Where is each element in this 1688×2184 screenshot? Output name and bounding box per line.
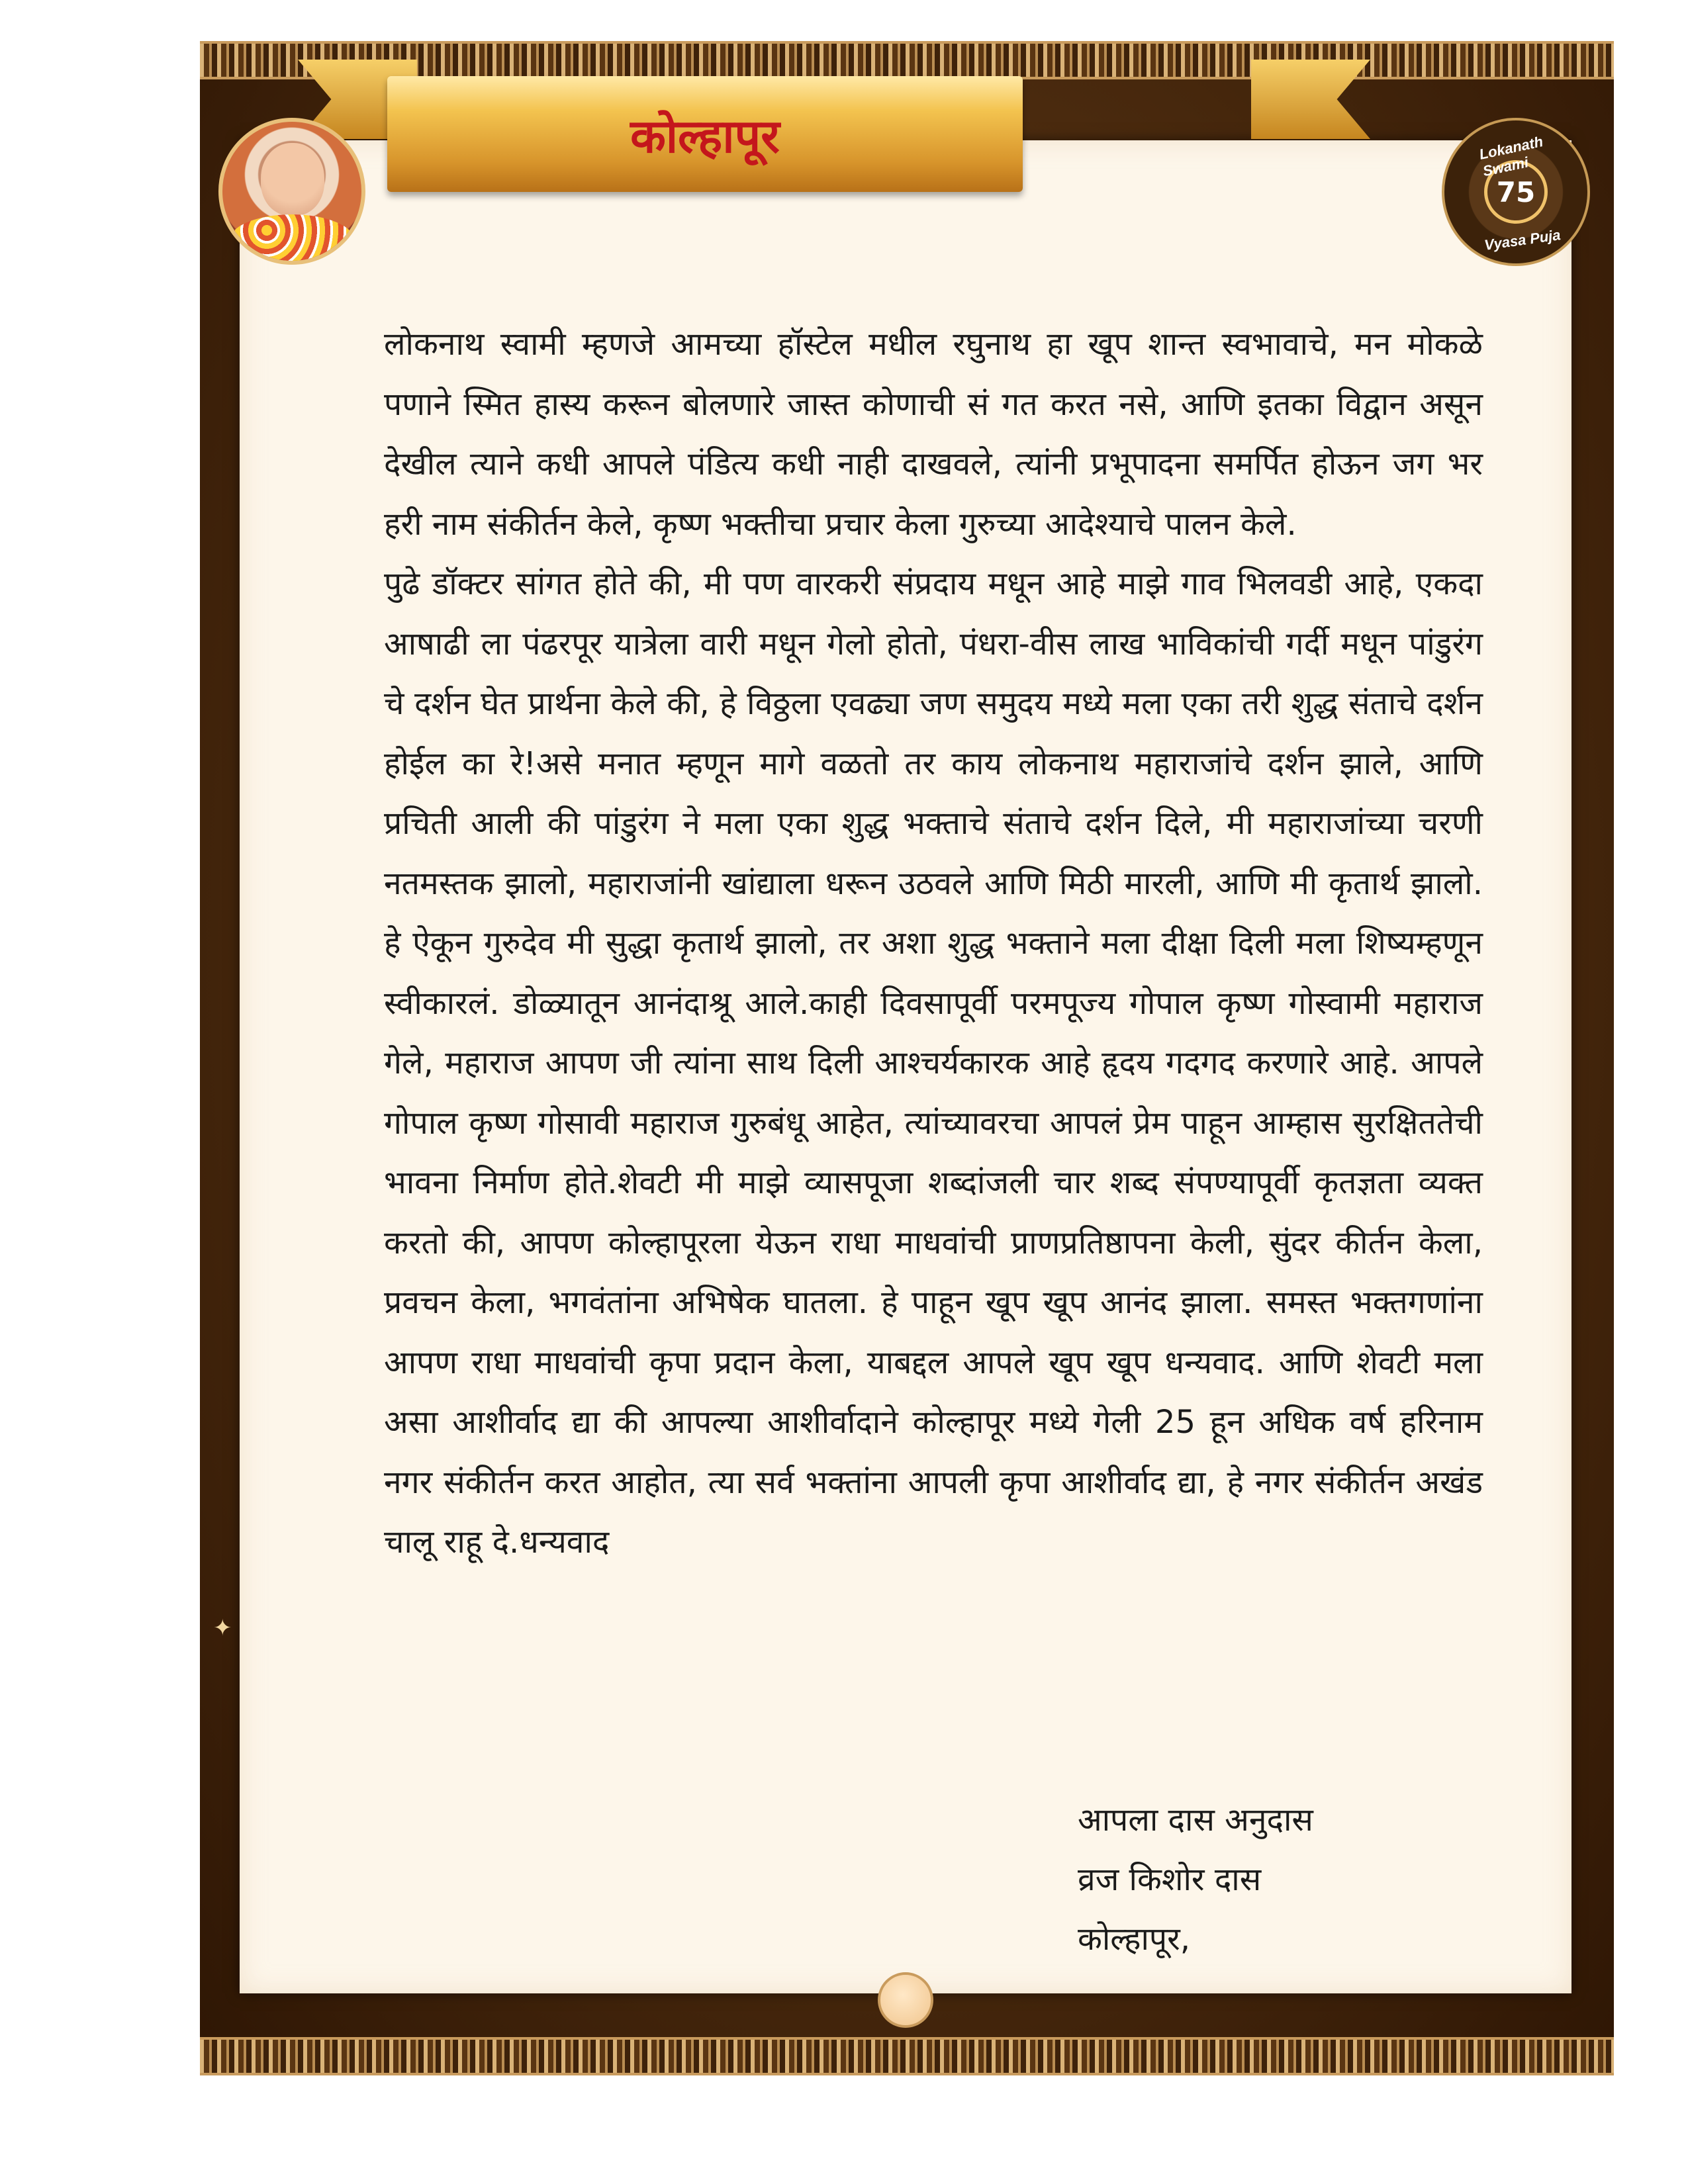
badge-number: 75: [1484, 160, 1548, 224]
signature-block: [1078, 1790, 1313, 1969]
paragraph-1: लोकनाथ स्वामी म्हणजे आमच्या हॉस्टेल मधील रघुनाथ हा खूप शान्त स्वभावाचे, मन मोकळे पणाने स्मित हास्य करून बोलणारे जास्त कोणाची सं गत करत नसे, आणि इतका विद्वान असून देखील त्याने कधी आपले पंडित्य कधी नाही दाखवले, त्यांनी प्रभूपादना समर्पित होऊन जग भर हरी नाम संकीर्तन केले, कृष्ण भक्तीचा प्रचार केला गुरुच्या आदेश्याचे पालन केले.: [384, 326, 1483, 543]
avatar-garland: [229, 214, 355, 265]
signature-name: व्रज किशोर दास: [1078, 1861, 1262, 1898]
signature-line-1: आपला दास अनुदास: [1078, 1801, 1313, 1839]
badge-bottom-text: Vyasa Puja: [1483, 226, 1562, 253]
signature-place: कोल्हापूर,: [1078, 1921, 1191, 1958]
avatar: [218, 118, 365, 265]
avatar-face: [261, 143, 324, 216]
page-marker: [878, 1972, 933, 2028]
frame-bottom-border: [200, 2037, 1614, 2075]
anniversary-badge: [1442, 118, 1590, 266]
paragraph-2: पुढे डॉक्टर सांगत होते की, मी पण वारकरी संप्रदाय मधून आहे माझे गाव भिलवडी आहे, एकदा आषाढी ला पंढरपूर यात्रेला वारी मधून गेलो होतो, पंधरा-वीस लाख भाविकांची गर्दी मधून पांडुरंग चे दर्शन घेत प्रार्थना केले की, हे विठ्ठला एवढ्या जण समुदय मध्ये मला एका तरी शुद्ध संताचे दर्शन होईल का रे!असे मनात म्हणून मागे वळतो तर काय लोकनाथ महाराजांचे दर्शन झाले, आणि प्रचिती आली की पांडुरंग ने मला एका शुद्ध भक्ताचे संताचे दर्शन दिले, मी महाराजांच्या चरणी नतमस्तक झालो, महाराजांनी खांद्याला धरून उठवले आणि मिठी मारली, आणि मी कृतार्थ झालो. हे ऐकून गुरुदेव मी सुद्धा कृतार्थ झालो, तर अशा शुद्ध भक्ताने मला दीक्षा दिली मला शिष्यम्हणून स्वीकारलं. डोळ्यातून आनंदाश्रू आले.काही दिवसापूर्वी परमपूज्य गोपाल कृष्ण गोस्वामी महाराज गेले, महाराज आपण जी त्यांना साथ दिली आश्चर्यकारक आहे हृदय गदगद करणारे आहे. आपले गोपाल कृष्ण गोसावी महाराज गुरुबंधू आहेत, त्यांच्यावरचा आपलं प्रेम पाहून आम्हास सुरक्षिततेची भावना निर्माण होते.शेवटी मी माझे व्यासपूजा शब्दांजली चार शब्द संपण्यापूर्वी कृतज्ञता व्यक्त करतो की, आपण कोल्हापूरला येऊन राधा माधवांची प्राणप्रतिष्ठापना केली, सुंदर कीर्तन केला, प्रवचन केला, भगवंतांना अभिषेक घातला. हे पाहून खूप खूप आनंद झाला. समस्त भक्तगणांना आपण राधा माधवांची कृपा प्रदान केला, याबद्दल आपले खूप खूप धन्यवाद. आणि शेवटी मला असा आशीर्वाद द्या की आपल्या आशीर्वादाने कोल्हापूर मध्ये गेली 25 हून अधिक वर्ष हरिनाम नगर संकीर्तन करत आहोत, त्या सर्व भक्तांना आपली कृपा आशीर्वाद द्या, हे नगर संकीर्तन अखंड चालू राहू दे.धन्यवाद: [384, 565, 1483, 1561]
badge-top-text: Lokanath Swami: [1477, 133, 1545, 180]
title-ribbon: [387, 76, 1023, 192]
letter-body: [384, 314, 1483, 1572]
page-title: कोल्हापूर: [630, 109, 780, 163]
sparkle-icon: ✦: [213, 1615, 232, 1641]
